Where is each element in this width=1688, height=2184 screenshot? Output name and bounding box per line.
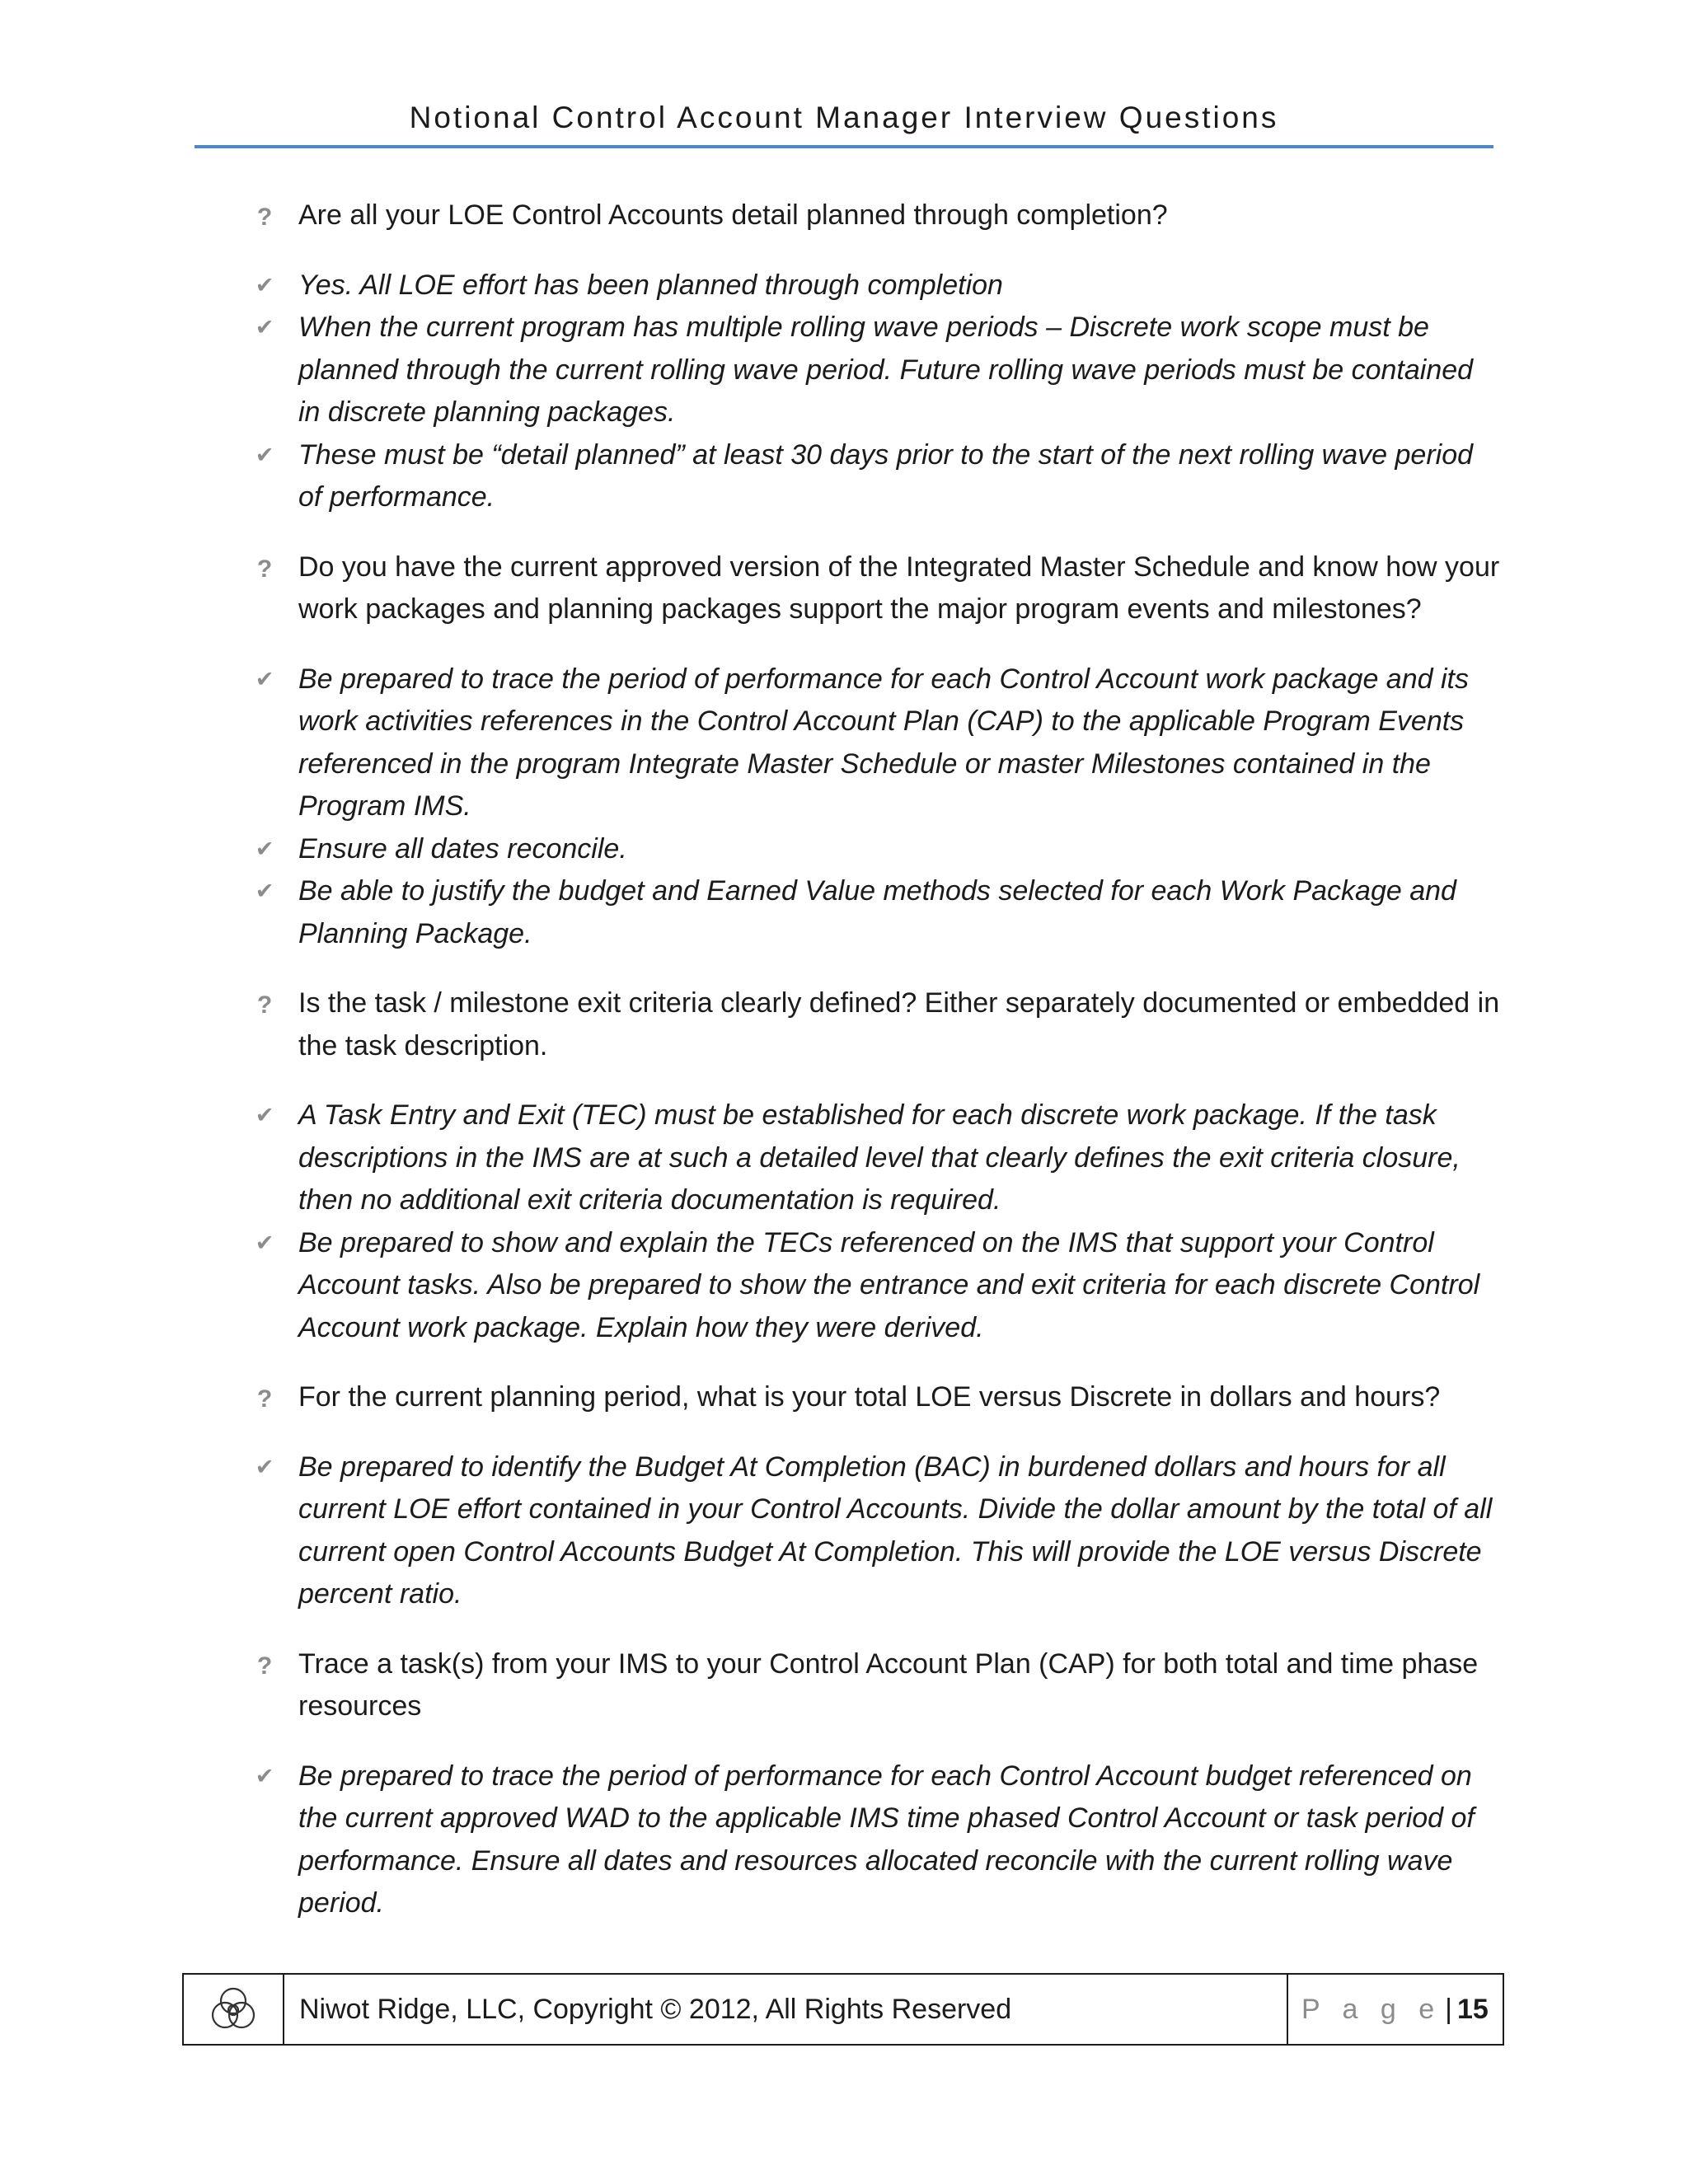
question-mark-icon: ?: [256, 555, 273, 583]
check-icon: ✔: [255, 272, 274, 298]
page-separator: |: [1445, 1993, 1452, 2025]
list-item-answer: [247, 307, 1500, 434]
answer-text: Be prepared to trace the period of performance for each Control Account work package and its work activities references in the Control Account Plan (CAP) to the applicable Program Events referenced in the program Integrate Master Schedule or master Milestones contained in the Program IMS.: [298, 663, 1469, 822]
question-mark-icon: ?: [256, 991, 273, 1019]
page-footer: [182, 1973, 1504, 2046]
answer-text: When the current program has multiple rolling wave periods – Discrete work scope must be planned through the current rolling wave period. Future rolling wave periods must be contained in discrete planning packages.: [298, 312, 1474, 428]
check-icon: ✔: [255, 1103, 274, 1127]
list-item-answer: [247, 1094, 1500, 1222]
content: [247, 194, 1500, 1925]
copyright-text: Niwot Ridge, LLC, Copyright © 2012, All Rights Reserved: [299, 1993, 1012, 2025]
page-header: [195, 96, 1493, 148]
list-item-answer: [247, 658, 1500, 828]
list-item-question: [247, 1643, 1500, 1728]
page-title: Notional Control Account Manager Interview Questions: [409, 101, 1279, 134]
check-icon: ✔: [255, 442, 274, 467]
list-item-question: [247, 194, 1500, 237]
question-text: Are all your LOE Control Accounts detail planned through completion?: [298, 199, 1168, 231]
check-icon: ✔: [255, 315, 274, 340]
list-item-answer: [247, 265, 1500, 307]
check-icon: ✔: [255, 666, 274, 691]
question-mark-icon: ?: [256, 1385, 273, 1413]
check-icon: ✔: [255, 836, 274, 861]
list-item-question: [247, 546, 1500, 631]
answer-text: Be prepared to identify the Budget At Completion (BAC) in burdened dollars and hours for all current LOE effort contained in your Control Accounts. Divide the dollar amount by the total of all current open Control Accounts Budget At Completion. This will provide the LOE versus Discrete percent ratio.: [298, 1451, 1493, 1610]
answer-text: Be able to justify the budget and Earned Value methods selected for each Work Package and Planning Package.: [298, 875, 1456, 949]
list-item-answer: [247, 1446, 1500, 1616]
page-number: 15: [1456, 1993, 1489, 2025]
question-text: Is the task / milestone exit criteria clearly defined? Either separately documented or embedded in the task description.: [298, 987, 1500, 1062]
answer-text: Ensure all dates reconcile.: [298, 832, 627, 865]
page-number-box: [1287, 1975, 1503, 2044]
answer-text: Yes. All LOE effort has been planned through completion: [298, 269, 1003, 301]
question-mark-icon: ?: [256, 1652, 273, 1680]
question-text: Do you have the current approved version of the Integrated Master Schedule and know how your work packages and planning packages support the major program events and milestones?: [298, 551, 1500, 625]
question-text: Trace a task(s) from your IMS to your Control Account Plan (CAP) for both total and time phase resources: [298, 1647, 1479, 1722]
answer-text: These must be “detail planned” at least 30 days prior to the start of the next rolling wave period of performance.: [298, 438, 1474, 513]
question-text: For the current planning period, what is your total LOE versus Discrete in dollars and hours?: [298, 1381, 1441, 1413]
check-icon: ✔: [255, 1454, 274, 1479]
interlocking-rings-logo-icon: [184, 1975, 284, 2044]
question-mark-icon: ?: [256, 204, 273, 231]
list-item-answer: [247, 1222, 1500, 1350]
list-item-question: [247, 982, 1500, 1067]
list-item-question: [247, 1376, 1500, 1419]
page-label: P a g e: [1301, 1993, 1442, 2025]
check-icon: ✔: [255, 1230, 274, 1255]
answer-text: Be prepared to trace the period of performance for each Control Account budget referenced on the current approved WAD to the applicable IMS time phased Control Account or task period of performance. Ensure all dates and resources allocated reconcile with the current rolling wave period.: [298, 1760, 1475, 1919]
list-item-answer: [247, 1755, 1500, 1925]
answer-text: A Task Entry and Exit (TEC) must be established for each discrete work package. If the task descriptions in the IMS are at such a detailed level that clearly defines the exit criteria closure, then no additional exit criteria documentation is required.: [298, 1099, 1461, 1216]
check-icon: ✔: [255, 1763, 274, 1788]
list-item-answer: [247, 828, 1500, 871]
check-icon: ✔: [255, 879, 274, 903]
answer-text: Be prepared to show and explain the TECs referenced on the IMS that support your Control Account tasks. Also be prepared to show the entrance and exit criteria for each discrete Control Account work package. Explain how they were derived.: [298, 1226, 1480, 1343]
list-item-answer: [247, 870, 1500, 955]
list-item-answer: [247, 434, 1500, 519]
